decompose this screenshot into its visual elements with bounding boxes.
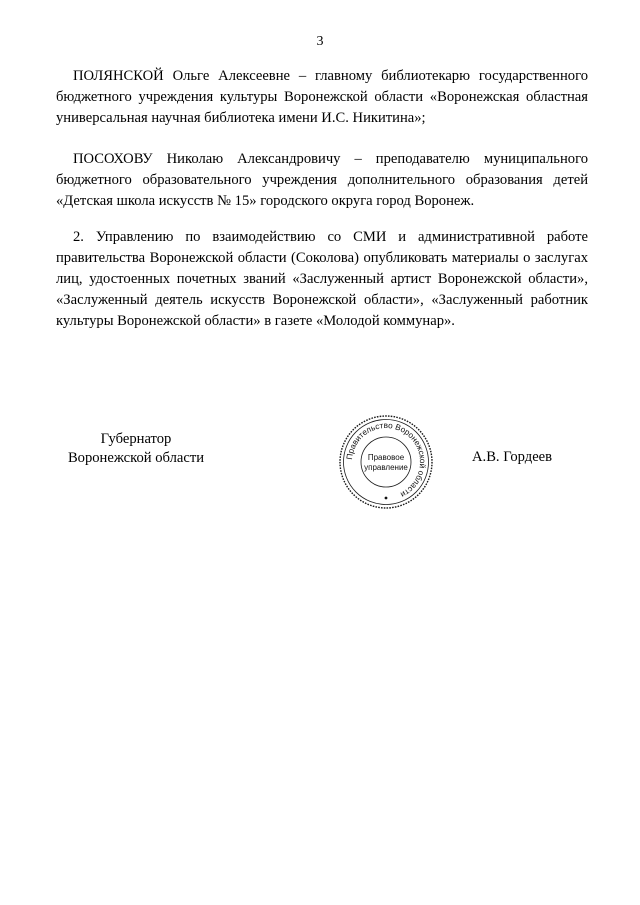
signatory-name: А.В. Гордеев bbox=[472, 449, 553, 465]
paragraph-polyanskaya: ПОЛЯНСКОЙ Ольге Алексеевне – главному библиотекарю государственного бюджетного учреждения культуры Воронежской области «Воронежская областная универсальная научная библиотека имени И.С. Никитина»; bbox=[56, 68, 588, 126]
official-stamp bbox=[336, 412, 436, 512]
stamp-dot-icon bbox=[385, 497, 388, 500]
signatory-position-line2: Воронежской области bbox=[67, 450, 205, 466]
stamp-ring-text: Правительство Воронежской области bbox=[345, 420, 428, 500]
page-number: 3 bbox=[316, 34, 324, 49]
paragraph-posokhov: ПОСОХОВУ Николаю Александровичу – преподавателю муниципального бюджетного образовательного учреждения дополнительного образования детей «Детская школа искусств № 15» городского округа город Воронеж. bbox=[56, 151, 588, 209]
stamp-inner-ring bbox=[361, 437, 411, 487]
stamp-center-line1: Правовое bbox=[367, 453, 405, 462]
signatory-position-line1: Губернатор bbox=[100, 431, 172, 447]
stamp-middle-ring bbox=[344, 420, 429, 505]
paragraph-publication-order: 2. Управлению по взаимодействию со СМИ и административной работе правительства Воронежской области (Соколова) опубликовать материалы о заслугах лиц, удостоенных почетных званий «Заслуженный артист Воронежской области», «Заслуженный деятель искусств Воронежской области», «Заслуженный работник культуры Воронежской области» в газете «Молодой коммунар». bbox=[56, 229, 588, 329]
signatory-position bbox=[56, 430, 216, 468]
stamp-center-line2: управление bbox=[364, 463, 408, 472]
